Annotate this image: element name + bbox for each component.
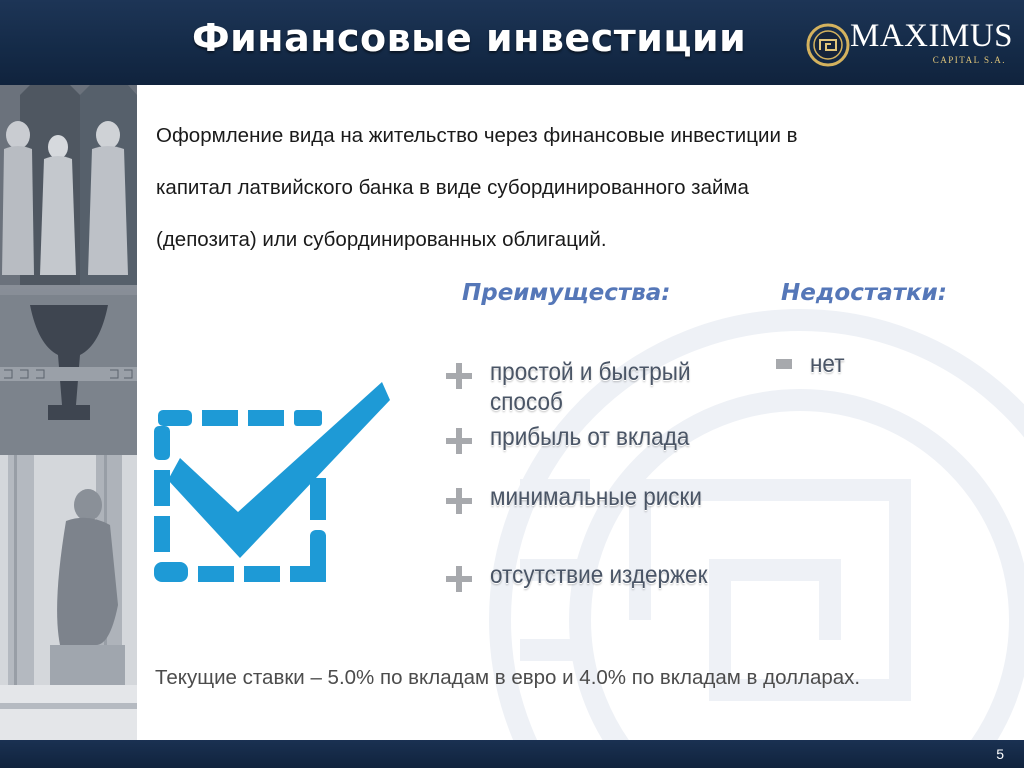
advantages-heading: Преимущества: xyxy=(462,280,671,306)
advantage-item xyxy=(446,422,711,454)
checkbox-check-icon xyxy=(150,380,395,605)
advantage-label: прибыль от вклада xyxy=(490,423,690,451)
advantage-label: отсутствие издержек xyxy=(490,561,708,589)
side-photo-statues xyxy=(0,85,137,740)
intro-text xyxy=(156,110,996,266)
advantage-label: минимальные риски xyxy=(490,483,702,511)
plus-icon xyxy=(446,488,472,514)
title-bar xyxy=(0,0,1024,85)
slide-number: 5 xyxy=(996,746,1004,762)
company-logo xyxy=(806,14,1012,76)
disadvantage-item xyxy=(776,349,848,379)
intro-line: капитал латвийского банка в виде субординированного займа xyxy=(156,176,749,199)
plus-icon xyxy=(446,363,472,389)
advantage-item xyxy=(446,482,726,514)
plus-icon xyxy=(446,566,472,592)
logo-name: MAXIMUS xyxy=(850,18,1014,54)
disadvantage-label: нет xyxy=(810,350,845,378)
rates-note: Текущие ставки – 5.0% по вкладам в евро и 4.0% по вкладам в долларах. xyxy=(155,666,861,689)
plus-icon xyxy=(446,428,472,454)
greek-key-emblem-icon xyxy=(806,16,850,74)
logo-subtitle: CAPITAL S.A. xyxy=(932,55,1006,65)
intro-line: Оформление вида на жительство через финансовые инвестиции в xyxy=(156,124,798,147)
bottom-bar xyxy=(0,740,1024,768)
intro-line: (депозита) или субординированных облигаций. xyxy=(156,228,607,251)
slide-title: Финансовые инвестиции xyxy=(192,16,747,60)
advantage-label: простой и быстрый способ xyxy=(490,358,691,416)
advantage-item xyxy=(446,560,732,592)
advantage-item xyxy=(446,357,740,417)
disadvantages-heading: Недостатки: xyxy=(781,280,947,306)
minus-icon xyxy=(776,359,792,369)
